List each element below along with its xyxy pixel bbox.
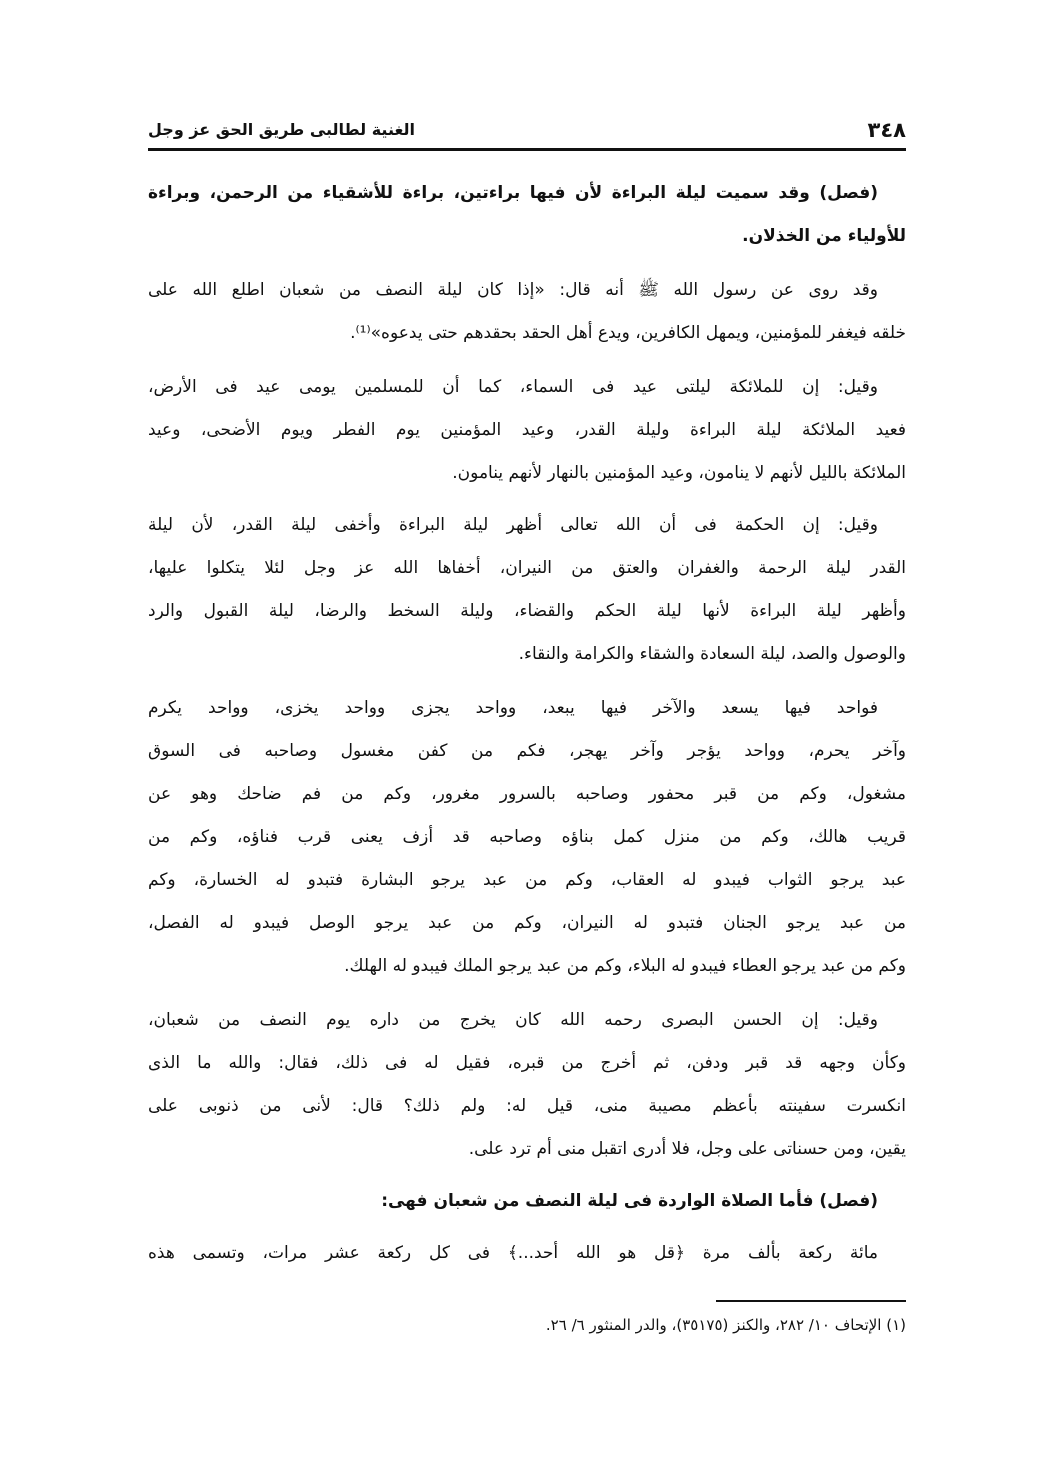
text-line: وأظهر ليلة البراءة لأنها ليلة الحكم والقضاء، وليلة السخط والرضا، ليلة القبول والرد [148,601,906,621]
book-title: الغنية لطالبى طريق الحق عز وجل [148,120,416,139]
section-heading-line: (فصل) وقد سميت ليلة البراءة لأن فيها براءتين، براءة للأشقياء من الرحمن، وبراءة [148,183,878,203]
text-line: من عبد يرجو الجنان فتبدو له النيران، وكم من عبد يرجو الوصل فيبدو له الفصل، [148,913,906,933]
footnote: (١) الإتحاف ١٠/ ٢٨٢، والكنز (٣٥١٧٥)، والدر المنثور ٦/ ٢٦. [545,1316,906,1334]
text-line: وقد روى عن رسول الله ﷺ أنه قال: «إذا كان ليلة النصف من شعبان اطلع الله على [148,280,878,300]
text-line: خلقه فيغفر للمؤمنين، ويمهل الكافرين، ويدع أهل الحقد بحقدهم حتى يدعوه»⁽¹⁾. [350,323,906,343]
text-line: مائة ركعة بألف مرة ﴿قل هو الله أحد...﴾ فى كل ركعة عشر مرات، وتسمى هذه [148,1243,878,1263]
text-line: وقيل: إن الحكمة فى أن الله تعالى أظهر ليلة البراءة وأخفى ليلة القدر، لأن ليلة [148,515,878,535]
text-line: فواحد فيها يسعد والآخر فيها يبعد، وواحد يجزى وواحد يخزى، وواحد يكرم [148,698,878,718]
header-rule [148,148,906,151]
footnote-rule [716,1300,906,1302]
text-line: القدر ليلة الرحمة والغفران والعتق من النيران، أخفاها الله عز وجل لئلا يتكلوا عليها، [148,558,906,578]
section-heading-line: (فصل) فأما الصلاة الواردة فى ليلة النصف من شعبان فهى: [381,1191,878,1211]
text-line: وآخر يحرم، وواحد يؤجر وآخر يهجر، فكم من كفن مغسول وصاحبه فى السوق [148,741,906,761]
text-line: وقيل: إن للملائكة ليلتى عيد فى السماء، كما أن للمسلمين يومى عيد فى الأرض، [148,377,878,397]
text-line: وكم من عبد يرجو العطاء فيبدو له البلاء، وكم من عبد يرجو الملك فيبدو له الهلك. [344,956,906,976]
text-line: وكأن وجهه قد قبر ودفن، ثم أخرج من قبره، فقيل له فى ذلك، فقال: والله ما الذى [148,1053,906,1073]
text-line: الملائكة بالليل لأنهم لا ينامون، وعيد المؤمنين بالنهار لأنهم ينامون. [452,463,906,483]
text-line: فعيد الملائكة ليلة البراءة وليلة القدر، وعيد المؤمنين يوم الفطر ويوم الأضحى، وعيد [148,420,906,440]
running-header [148,112,906,148]
text-line: قريب هالك، وكم من منزل كمل بناؤه وصاحبه قد أزف يعنى قرب فناؤه، وكم من [148,827,906,847]
page-number: ٣٤٨ [867,118,906,142]
text-line: يقين، ومن حسناتى على وجل، فلا أدرى اتقبل منى أم ترد على. [468,1139,906,1159]
text-line: وقيل: إن الحسن البصرى رحمه الله كان يخرج من داره يوم النصف من شعبان، [148,1010,878,1030]
text-line: انكسرت سفينته بأعظم مصيبة منى، قيل له: ولم ذلك؟ قال: لأنى من ذنوبى على [148,1096,906,1116]
section-heading-line: للأولياء من الخذلان. [742,226,906,246]
text-line: مشغول، وكم من قبر محفور وصاحبه بالسرور مغرور، وكم من فم ضاحك وهو عن [148,784,906,804]
text-line: والوصول والصد، ليلة السعادة والشقاء والكرامة والنقاء. [518,644,906,664]
text-line: عبد يرجو الثواب فيبدو له العقاب، وكم من عبد يرجو البشارة فتبدو له الخسارة، وكم [148,870,906,890]
